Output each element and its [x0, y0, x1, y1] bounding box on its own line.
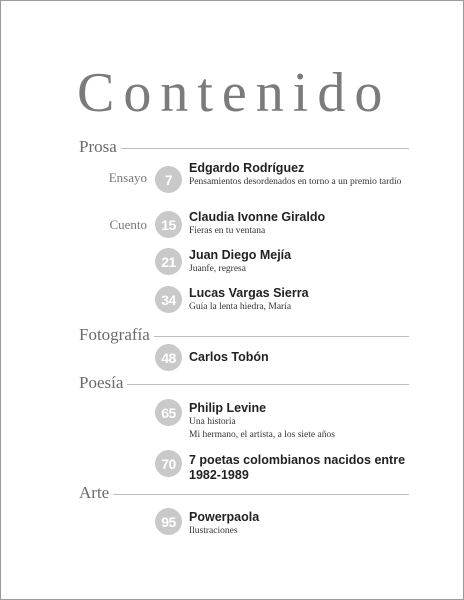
page-number-badge: 48 [155, 344, 182, 371]
entry-work: Ilustraciones [189, 526, 238, 536]
toc-entry[interactable] [189, 248, 419, 276]
entry-author: Claudia Ivonne Giraldo [189, 210, 326, 224]
toc-entry[interactable] [189, 350, 419, 365]
entry-author: Edgardo Rodríguez [189, 161, 305, 175]
entry-author: Powerpaola [189, 510, 260, 524]
toc-entry[interactable] [189, 161, 419, 189]
entry-author: Philip Levine [189, 401, 267, 415]
section-divider [113, 494, 409, 495]
category-ensayo: Ensayo [108, 170, 147, 185]
section-prosa [79, 137, 409, 157]
toc-entry[interactable] [189, 401, 419, 442]
toc-entry[interactable] [189, 510, 419, 538]
section-divider [154, 336, 409, 337]
toc-entry[interactable] [189, 210, 419, 238]
section-arte [79, 483, 409, 503]
section-title: Arte [79, 483, 110, 502]
page-number-badge: 7 [155, 166, 182, 193]
entry-author: 7 poetas colombianos nacidos entre [189, 453, 406, 467]
page-number-badge: 34 [155, 286, 182, 313]
page-number-badge: 15 [155, 211, 182, 238]
section-divider [127, 384, 409, 385]
entry-work: Mi hermano, el artista, a los siete años [189, 430, 335, 440]
section-divider [121, 148, 409, 149]
page-title: Contenido [77, 62, 392, 124]
entry-author-line2: 1982-1989 [189, 468, 249, 482]
entry-author: Juan Diego Mejía [189, 248, 292, 262]
page-number-badge: 95 [155, 508, 182, 535]
entry-work: Juanfe, regresa [189, 264, 246, 274]
toc-entry[interactable] [189, 286, 419, 314]
category-cuento: Cuento [109, 217, 147, 232]
entry-work: Una historia [189, 417, 236, 427]
section-fotografia [79, 325, 409, 345]
entry-work: Guía la lenta hiedra, María [189, 302, 292, 312]
section-poesia [79, 373, 409, 393]
page-number-badge: 65 [155, 399, 182, 426]
entry-author: Lucas Vargas Sierra [189, 286, 309, 300]
section-title: Fotografía [79, 325, 150, 344]
entry-work: Pensamientos desordenados en torno a un premio tardío [189, 177, 402, 187]
section-title: Prosa [79, 137, 117, 156]
toc-entry[interactable] [189, 453, 419, 483]
page-number-badge: 70 [155, 450, 182, 477]
entry-author: Carlos Tobón [189, 350, 269, 364]
page-number-badge: 21 [155, 248, 182, 275]
entry-work: Fieras en tu ventana [189, 226, 266, 236]
section-title: Poesía [79, 373, 124, 392]
